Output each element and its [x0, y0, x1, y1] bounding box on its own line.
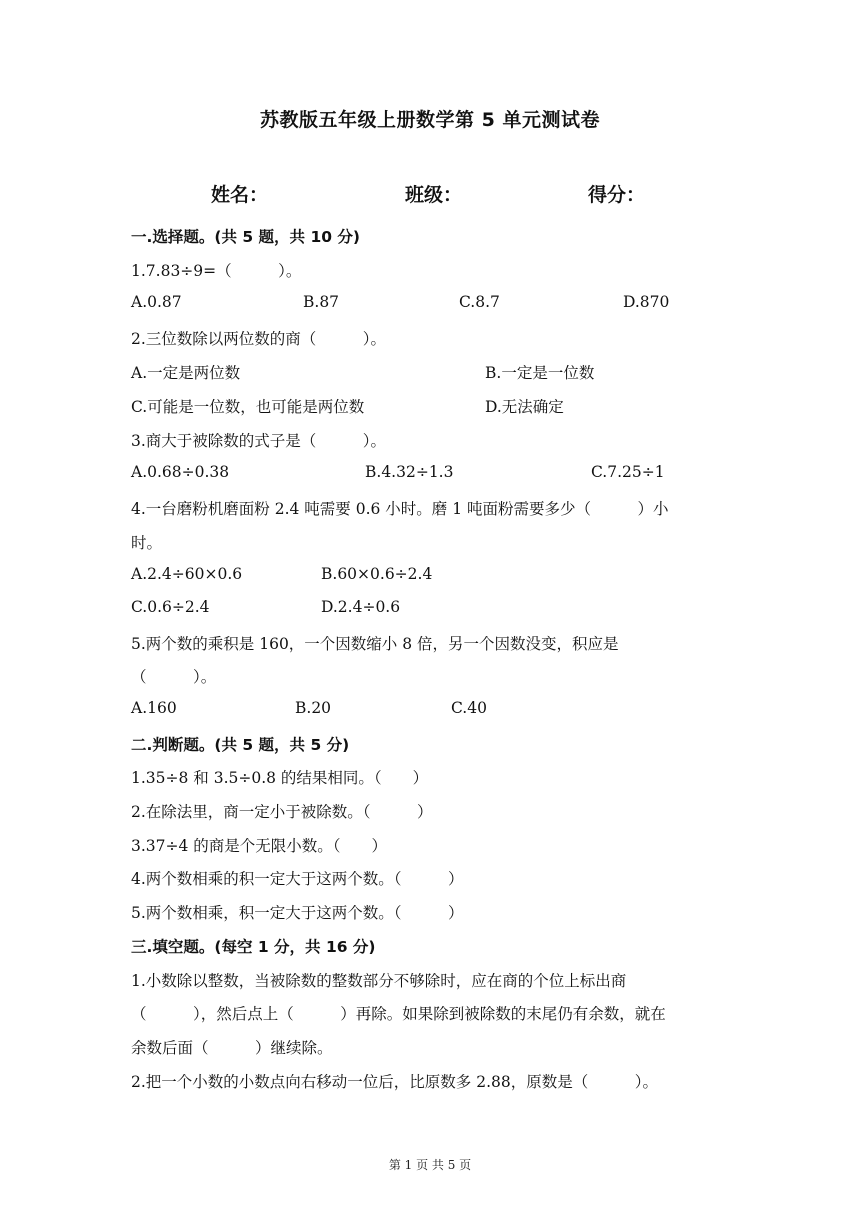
fill-question-line: （ ），然后点上（ ）再除。如果除到被除数的末尾仍有余数，就在	[131, 1005, 666, 1023]
question-stem-continued: 时。	[131, 534, 163, 552]
page-footer: 第 1 页 共 5 页	[388, 1158, 472, 1172]
question-stem: 4.一台磨粉机磨面粉 2.4 吨需要 0.6 小时。磨 1 吨面粉需要多少（ ）小	[131, 500, 669, 518]
option-b: B.60×0.6÷2.4	[321, 565, 433, 583]
judgment-item: 3.37÷4 的商是个无限小数。（ ）	[131, 837, 388, 855]
option-b: B.4.32÷1.3	[365, 463, 454, 481]
judgment-item: 1.35÷8 和 3.5÷0.8 的结果相同。（ ）	[131, 769, 429, 787]
section-heading-judgment: 二.判断题。(共 5 题，共 5 分)	[131, 736, 350, 754]
section-heading-choice: 一.选择题。(共 5 题，共 10 分)	[131, 228, 360, 246]
question-stem: 5.两个数的乘积是 160，一个因数缩小 8 倍，另一个因数没变，积应是	[131, 635, 619, 653]
option-c: C.8.7	[459, 293, 500, 311]
question-stem-continued: （ ）。	[131, 668, 217, 686]
option-b: B.20	[295, 699, 332, 717]
option-a: A.0.87	[131, 293, 182, 311]
option-a: A.2.4÷60×0.6	[131, 565, 243, 583]
judgment-item: 5.两个数相乘，积一定大于这两个数。（ ）	[131, 904, 464, 922]
option-d: D.2.4÷0.6	[321, 598, 401, 616]
question-stem: 2.三位数除以两位数的商（ ）。	[131, 330, 387, 348]
option-b: B.一定是一位数	[485, 364, 595, 382]
question-stem: 1.7.83÷9=（ ）。	[131, 262, 302, 280]
name-label: 姓名：	[211, 184, 269, 206]
score-label: 得分：	[588, 184, 646, 206]
question-stem: 3.商大于被除数的式子是（ ）。	[131, 432, 387, 450]
option-d: D.870	[623, 293, 670, 311]
option-c: C.0.6÷2.4	[131, 598, 210, 616]
option-b: B.87	[303, 293, 340, 311]
fill-question-line: 余数后面（ ）继续除。	[131, 1039, 333, 1057]
section-heading-fill: 三.填空题。(每空 1 分，共 16 分)	[131, 938, 376, 956]
fill-question-line: 1.小数除以整数，当被除数的整数部分不够除时，应在商的个位上标出商	[131, 972, 627, 990]
option-a: A.0.68÷0.38	[131, 463, 230, 481]
judgment-item: 4.两个数相乘的积一定大于这两个数。（ ）	[131, 870, 464, 888]
option-c: C.可能是一位数，也可能是两位数	[131, 398, 365, 416]
fill-question-line: 2.把一个小数的小数点向右移动一位后，比原数多 2.88，原数是（ ）。	[131, 1073, 658, 1091]
option-d: D.无法确定	[485, 398, 564, 416]
class-label: 班级：	[405, 184, 463, 206]
judgment-item: 2.在除法里，商一定小于被除数。（ ）	[131, 803, 433, 821]
page-title: 苏教版五年级上册数学第 5 单元测试卷	[260, 109, 600, 131]
option-a: A.一定是两位数	[131, 364, 241, 382]
option-a: A.160	[131, 699, 177, 717]
option-c: C.7.25÷1	[591, 463, 665, 481]
option-c: C.40	[451, 699, 487, 717]
